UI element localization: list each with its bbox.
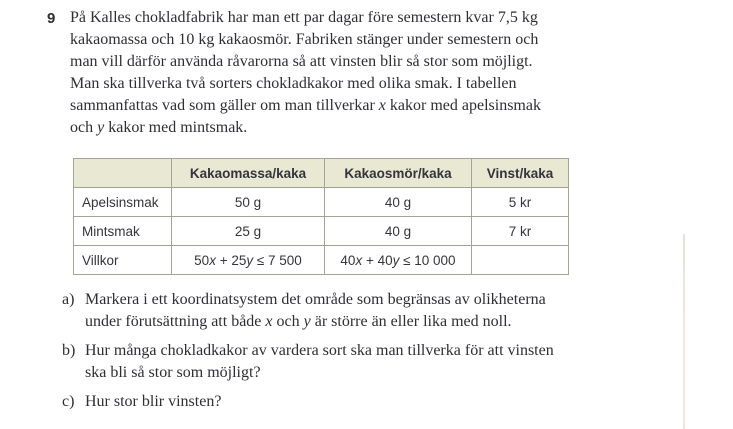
intro-paragraph: På Kalles chokladfabrik har man ett par dagar före semestern kvar 7,5 kg kakaomassa och 10 kg kakaosmör. Fabriken stänger under semestern och man vill därför använda råvarorna så att vinsten blir så stor som möjligt. Man ska tillverka två sorters chokladkakor med olika smak. I tabellen sammanfattas vad som gäller om man tillverkar x kakor med apelsinsmak och y kakor med mintsmak.: [70, 9, 541, 136]
question-c-text: Hur stor blir vinsten?: [85, 393, 222, 410]
table-header-kakaosmor: Kakaosmör/kaka: [325, 159, 472, 188]
cell-mintsmak-vinst: 7 kr: [472, 217, 569, 246]
cell-villkor-massa: 50x + 25y ≤ 7 500: [172, 246, 325, 275]
question-b-label: b): [62, 342, 76, 359]
cell-villkor-vinst: [472, 246, 569, 275]
cell-apelsinsmak-massa: 50 g: [172, 188, 325, 217]
row-label-apelsinsmak: Apelsinsmak: [74, 188, 172, 217]
constraints-table-container: [73, 158, 569, 275]
table-header-kakaomassa: Kakaomassa/kaka: [172, 159, 325, 188]
cell-apelsinsmak-vinst: 5 kr: [472, 188, 569, 217]
table-header-vinst: Vinst/kaka: [472, 159, 569, 188]
page-edge-scan-artifact: [683, 234, 685, 429]
row-label-mintsmak: Mintsmak: [74, 217, 172, 246]
table-row-villkor: [74, 246, 569, 275]
cell-mintsmak-massa: 25 g: [172, 217, 325, 246]
question-c-label: c): [62, 393, 75, 410]
question-a-text: Markera i ett koordinatsystem det område som begränsas av olikheterna under förutsättning att både x och y är större än eller lika med noll.: [85, 291, 546, 330]
table-header-row: [74, 159, 569, 188]
cell-mintsmak-smor: 40 g: [325, 217, 472, 246]
question-a-label: a): [62, 291, 75, 308]
question-b-text: Hur många chokladkakor av vardera sort ska man tillverka för att vinsten ska bli så stor som möjligt?: [85, 342, 554, 381]
constraints-table: [73, 158, 569, 275]
row-label-villkor: Villkor: [74, 246, 172, 275]
table-row-mintsmak: [74, 217, 569, 246]
cell-villkor-smor: 40x + 40y ≤ 10 000: [325, 246, 472, 275]
problem-number: 9: [47, 10, 56, 27]
cell-apelsinsmak-smor: 40 g: [325, 188, 472, 217]
table-row-apelsinsmak: [74, 188, 569, 217]
table-header-empty: [74, 159, 172, 188]
